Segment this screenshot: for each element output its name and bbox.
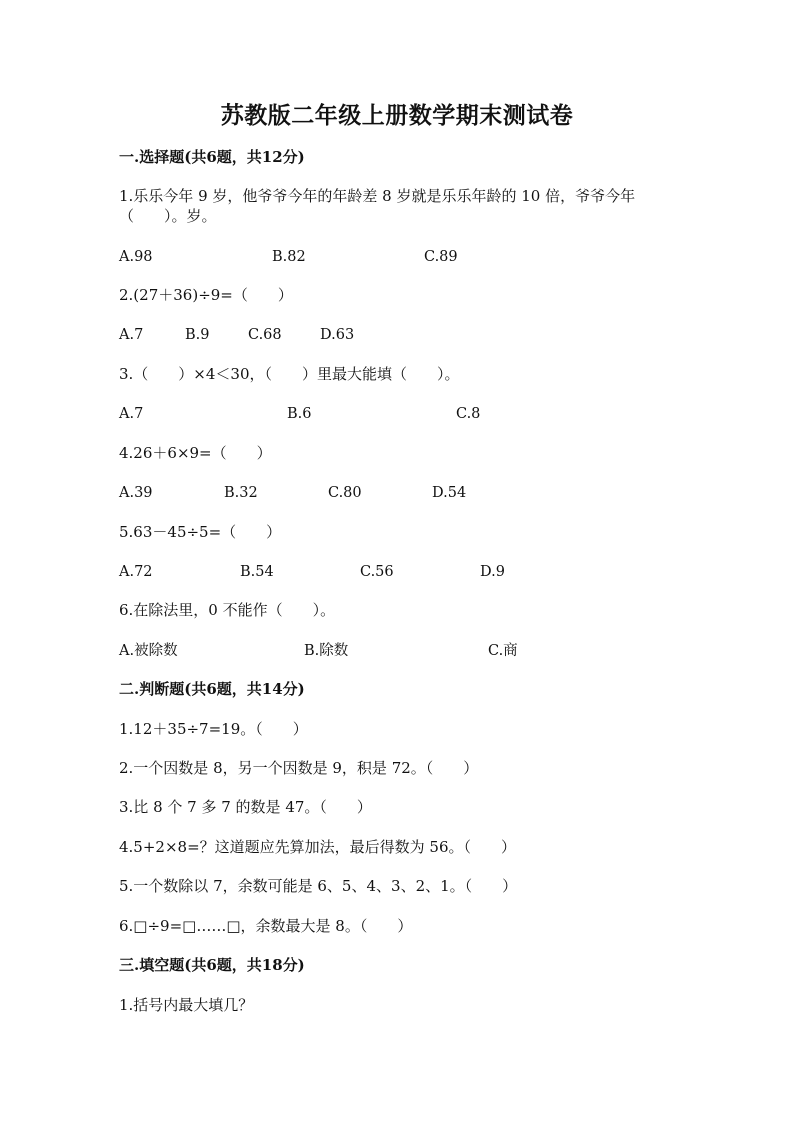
question-text: 3.（ ）×4＜30，（ ）里最大能填（ ）。: [119, 365, 460, 383]
option-c: C.8: [456, 406, 481, 422]
option-b: B.82: [272, 249, 306, 265]
option-c: C.56: [360, 564, 394, 580]
question-text: 4.26＋6×9=（ ）: [119, 444, 272, 462]
option-c: C.89: [424, 249, 458, 265]
option-b: B.6: [287, 406, 312, 422]
option-a: A.7: [119, 327, 144, 343]
option-d: D.54: [432, 485, 467, 501]
section-heading-choice: 一.选择题(共6题，共12分): [119, 148, 305, 166]
option-c: C.商: [488, 643, 518, 659]
judgment-item: 3.比 8 个 7 多 7 的数是 47。（ ）: [119, 798, 372, 816]
judgment-item: 1.12＋35÷7=19。（ ）: [119, 720, 308, 738]
question-text-continued: （ ）。岁。: [119, 207, 217, 225]
option-a: A.39: [119, 485, 153, 501]
option-b: B.9: [185, 327, 210, 343]
option-b: B.32: [224, 485, 258, 501]
judgment-item: 4.5+2×8=？这道题应先算加法，最后得数为 56。（ ）: [119, 838, 517, 856]
option-d: D.63: [320, 327, 355, 343]
question-text: 5.63－45÷5=（ ）: [119, 523, 282, 541]
question-text: 6.在除法里，0 不能作（ ）。: [119, 601, 336, 619]
option-a: A.72: [119, 564, 153, 580]
option-b: B.54: [240, 564, 274, 580]
judgment-item: 5.一个数除以 7，余数可能是 6、5、4、3、2、1。（ ）: [119, 877, 518, 895]
question-text: 1.乐乐今年 9 岁，他爷爷今年的年龄差 8 岁就是乐乐年龄的 10 倍，爷爷今年: [119, 187, 636, 205]
option-c: C.80: [328, 485, 362, 501]
judgment-item: 2.一个因数是 8，另一个因数是 9，积是 72。（ ）: [119, 759, 479, 777]
section-heading-fill-blank: 三.填空题(共6题，共18分): [119, 956, 305, 974]
option-a: A.被除数: [119, 643, 178, 659]
question-text: 2.(27＋36)÷9=（ ）: [119, 286, 293, 304]
page-title: 苏教版二年级上册数学期末测试卷: [220, 102, 574, 129]
option-b: B.除数: [304, 643, 349, 659]
judgment-item: 6.□÷9=□……□，余数最大是 8。（ ）: [119, 917, 413, 935]
option-c: C.68: [248, 327, 282, 343]
option-a: A.7: [119, 406, 144, 422]
option-a: A.98: [119, 249, 153, 265]
option-d: D.9: [480, 564, 505, 580]
question-text: 1.括号内最大填几？: [119, 996, 254, 1014]
section-heading-judgment: 二.判断题(共6题，共14分): [119, 680, 305, 698]
